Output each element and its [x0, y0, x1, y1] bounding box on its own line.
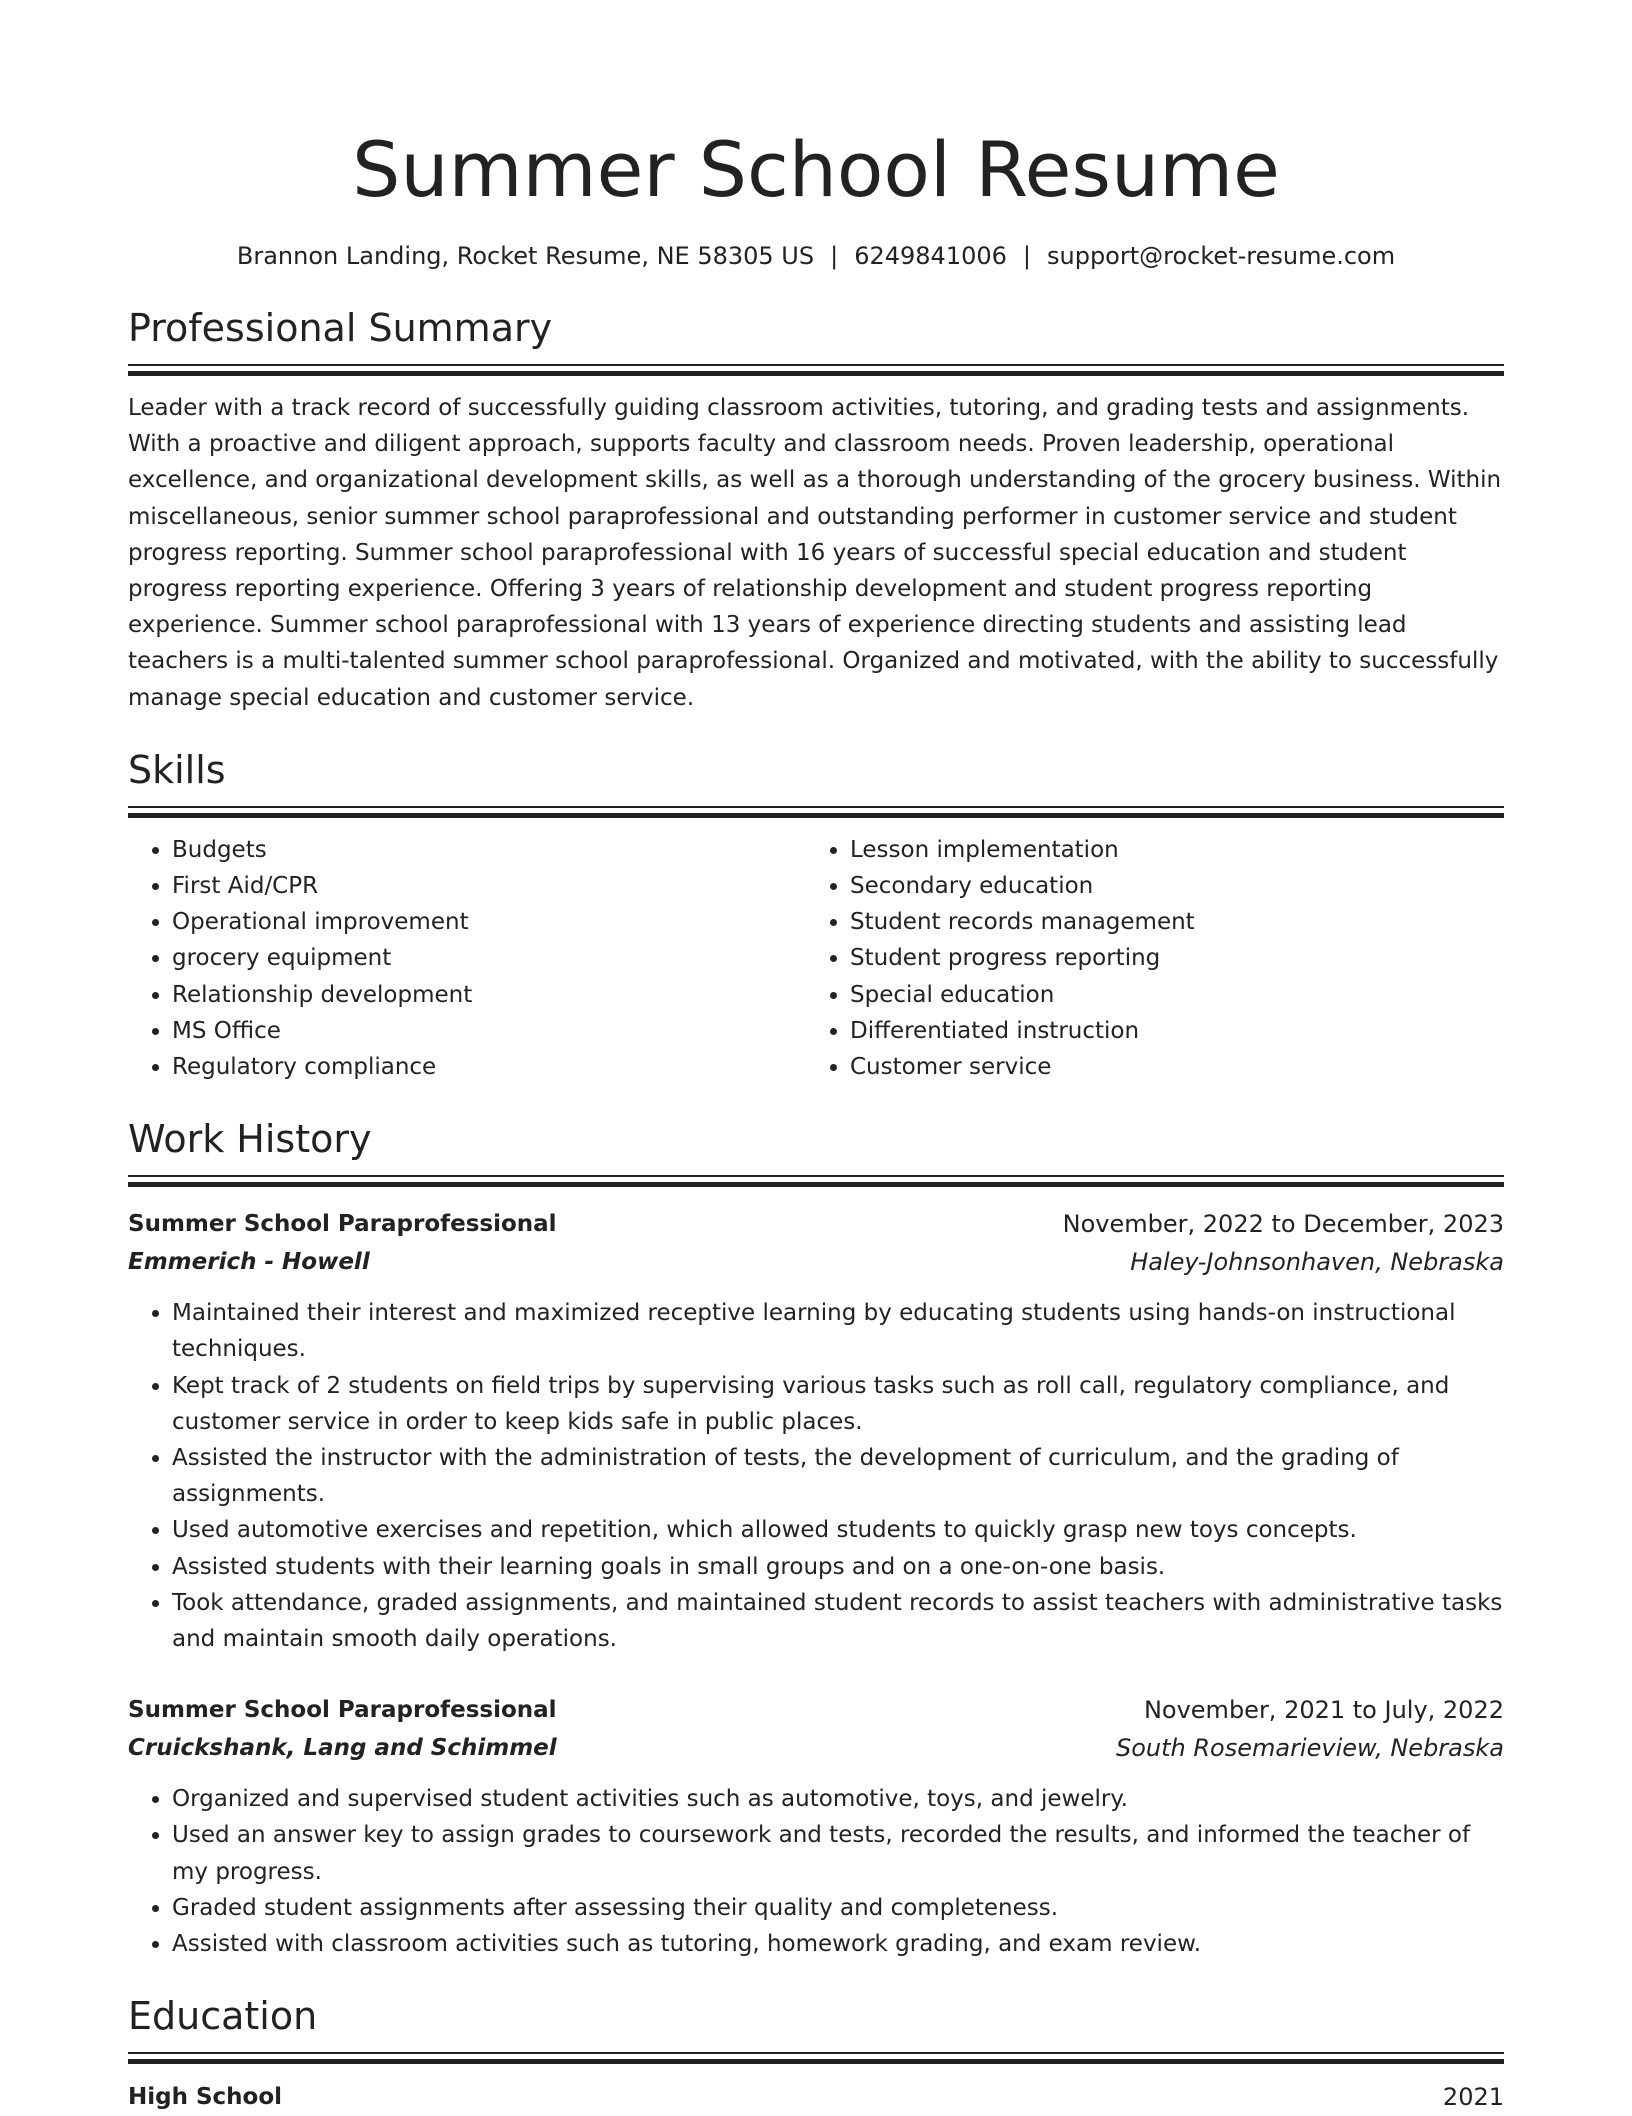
job-company: Cruickshank, Lang and Schimmel [128, 1735, 557, 1762]
work-history-section [128, 1117, 1504, 1962]
job-bullet: • Used automotive exercises and repetition, which allowed students to quickly grasp new toys concepts. [172, 1512, 1504, 1548]
section-divider [128, 2052, 1504, 2064]
summary-heading: Professional Summary [128, 306, 553, 350]
skills-section [128, 748, 1504, 1085]
job-bullet: • Graded student assignments after assessing their quality and completeness. [172, 1890, 1504, 1926]
job-location: Haley-Johnsonhaven, Nebraska [1130, 1248, 1504, 1277]
job-bullet: • Organized and supervised student activities such as automotive, toys, and jewelry. [172, 1781, 1504, 1817]
education-school: High School [128, 2084, 283, 2111]
job-entry [128, 1205, 1504, 1657]
skills-list-left [128, 832, 806, 1085]
job-bullet: • Assisted students with their learning goals in small groups and on a one-on-one basis. [172, 1549, 1504, 1585]
job-company-row [128, 1243, 1504, 1281]
summary-section [128, 306, 1504, 716]
skill-item: • Student progress reporting [850, 940, 1484, 976]
resume-title: Summer School Resume [352, 125, 1280, 214]
job-title: Summer School Paraprofessional [128, 1697, 557, 1724]
contact-email: support@rocket-resume.com [1047, 242, 1396, 270]
skill-item: • grocery equipment [172, 940, 806, 976]
job-dates: November, 2021 to July, 2022 [1143, 1696, 1504, 1725]
skill-item: • Customer service [850, 1049, 1484, 1085]
section-divider [128, 364, 1504, 376]
job-bullet: • Assisted the instructor with the administration of tests, the development of curriculum, and the grading of assignments. [172, 1440, 1504, 1512]
job-bullet: • Assisted with classroom activities such as tutoring, homework grading, and exam review. [172, 1926, 1504, 1962]
job-entry [128, 1691, 1504, 1962]
job-company-row [128, 1729, 1504, 1767]
skill-item: • First Aid/CPR [172, 868, 806, 904]
contact-separator: | [830, 242, 839, 270]
job-header-row [128, 1691, 1504, 1729]
skill-item: • Regulatory compliance [172, 1049, 806, 1085]
skill-item: • Relationship development [172, 977, 806, 1013]
resume-page [128, 0, 1504, 2116]
skill-item: • Operational improvement [172, 904, 806, 940]
job-company: Emmerich - Howell [128, 1249, 370, 1276]
job-bullet-list [128, 1781, 1504, 1962]
education-section [128, 1994, 1504, 2116]
job-bullet: • Took attendance, graded assignments, and maintained student records to assist teachers with administrative tasks and maintain smooth daily operations. [172, 1585, 1504, 1657]
education-year: 2021 [1442, 2083, 1504, 2112]
skill-item: • MS Office [172, 1013, 806, 1049]
summary-text: Leader with a track record of successfully guiding classroom activities, tutoring, and grading tests and assignments. With a proactive and diligent approach, supports faculty and classroom needs. Proven leadership, operational excellence, and organizational development skills, as well as a thorough understanding of the grocery business. Within miscellaneous, senior summer school paraprofessional and outstanding performer in customer service and student progress reporting. Summer school paraprofessional with 16 years of successful special education and student progress reporting experience. Offering 3 years of relationship development and student progress reporting experience. Summer school paraprofessional with 13 years of experience directing students and assisting lead teachers is a multi-talented summer school paraprofessional. Organized and motivated, with the ability to successfully manage special education and customer service. [128, 395, 1502, 711]
job-bullet: • Maintained their interest and maximized receptive learning by educating students using hands-on instructional techniques. [172, 1295, 1504, 1367]
job-location: South Rosemarieview, Nebraska [1115, 1734, 1504, 1763]
job-bullet-list [128, 1295, 1504, 1657]
education-row [128, 2078, 1504, 2116]
job-bullet: • Used an answer key to assign grades to coursework and tests, recorded the results, and informed the teacher of my progress. [172, 1817, 1504, 1889]
skill-item: • Budgets [172, 832, 806, 868]
skill-item: • Student records management [850, 904, 1484, 940]
skills-list-right [806, 832, 1484, 1085]
job-header-row [128, 1205, 1504, 1243]
job-title: Summer School Paraprofessional [128, 1211, 557, 1238]
skill-item: • Special education [850, 977, 1484, 1013]
skill-item: • Lesson implementation [850, 832, 1484, 868]
skill-item: • Secondary education [850, 868, 1484, 904]
education-heading: Education [128, 1994, 318, 2039]
skills-heading: Skills [128, 747, 226, 792]
section-divider [128, 1175, 1504, 1187]
work-history-heading: Work History [128, 1117, 372, 1162]
skill-item: • Differentiated instruction [850, 1013, 1484, 1049]
contact-line [128, 238, 1504, 274]
contact-phone: 6249841006 [854, 242, 1007, 270]
section-divider [128, 806, 1504, 818]
contact-address: Brannon Landing, Rocket Resume, NE 58305 US [236, 242, 815, 270]
job-bullet: • Kept track of 2 students on field trips by supervising various tasks such as roll call, regulatory compliance, and customer service in order to keep kids safe in public places. [172, 1368, 1504, 1440]
contact-separator: | [1022, 242, 1031, 270]
skills-columns [128, 832, 1504, 1085]
job-dates: November, 2022 to December, 2023 [1062, 1210, 1504, 1239]
